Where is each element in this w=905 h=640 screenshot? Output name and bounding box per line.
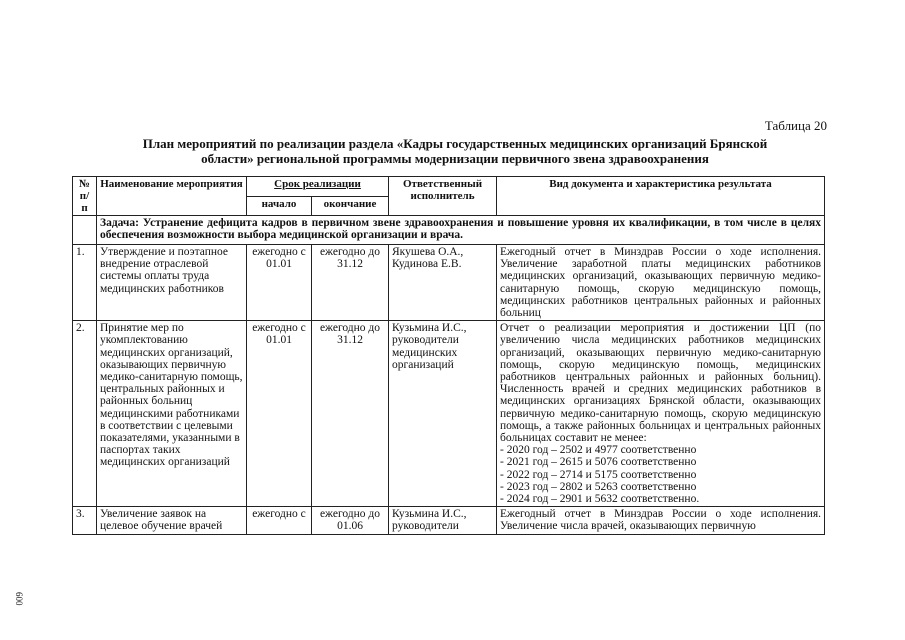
document-title bbox=[60, 136, 850, 166]
row-name: Утверждение и поэтапное внедрение отраслевой системы оплаты труда медицинских работников bbox=[97, 245, 247, 321]
row-responsible: Якушева О.А., Кудинова Е.В. bbox=[389, 245, 497, 321]
header-name: Наименование мероприятия bbox=[97, 177, 247, 216]
table-label: Таблица 20 bbox=[764, 118, 827, 133]
row-result-cell bbox=[497, 321, 825, 507]
row-start: ежегодно с bbox=[247, 507, 312, 534]
row-end: ежегодно до 31.12 bbox=[312, 321, 389, 507]
header-start: начало bbox=[247, 196, 312, 216]
row-num: 2. bbox=[73, 321, 97, 507]
row-responsible: Кузьмина И.С., руководители медицинских организаций bbox=[389, 321, 497, 507]
result-list-item: - 2022 год – 2714 и 5175 соответственно bbox=[500, 468, 697, 481]
header-end: окончание bbox=[312, 196, 389, 216]
row-start: ежегодно с 01.01 bbox=[247, 245, 312, 321]
table-row bbox=[73, 507, 825, 534]
task-row bbox=[73, 216, 825, 245]
title-line-1: План мероприятий по реализации раздела «Кадры государственных медицинских организаций Брянской bbox=[142, 136, 768, 151]
task-num-cell bbox=[73, 216, 97, 245]
title-line-2: области» региональной программы модернизации первичного звена здравоохранения bbox=[201, 151, 709, 166]
margin-page-number: 600 bbox=[14, 592, 24, 606]
row-result: Ежегодный отчет в Минздрав России о ходе исполнения. Увеличение заработной платы медицинских работников медицинских организаций, оказывающих первичную медико-санитарную помощь, скорую медицинскую помощь, медицинских работников центральных районных и районных больниц bbox=[497, 245, 825, 321]
row-num: 1. bbox=[73, 245, 97, 321]
header-result: Вид документа и характеристика результата bbox=[497, 177, 825, 216]
row-result: Отчет о реализации мероприятия и достижении ЦП (по увеличению числа медицинских работников медицинских организаций, оказывающих первичную медико-санитарную помощь, скорую медицинскую помощь, медицинских работников центральных районных и районных больниц). Численность врачей и средних медицинских работников в медицинских организациях Брянской области, оказывающих первичную медико-санитарную помощь, скорую медицинскую помощь, а также районных больницах и центральных районных больницах составит не менее: bbox=[500, 322, 822, 445]
plan-table bbox=[72, 176, 825, 535]
row-responsible: Кузьмина И.С., руководители bbox=[389, 507, 497, 534]
result-list-item: - 2024 год – 2901 и 5632 соответственно. bbox=[500, 493, 700, 506]
row-result bbox=[497, 507, 825, 534]
result-list-item: - 2023 год – 2802 и 5263 соответственно bbox=[500, 480, 697, 493]
row-name: Принятие мер по укомплектованию медицинских организаций, оказывающих первичную медико-санитарную помощь, центральных районных и районных больниц медицинскими работниками в соответствии с целевыми показателями, указанными в паспортах таких медицинских организаций bbox=[97, 321, 247, 507]
header-period: Срок реализации bbox=[247, 177, 389, 197]
header-responsible: Ответственный исполнитель bbox=[389, 177, 497, 216]
table-row bbox=[73, 245, 825, 321]
result-list-item: - 2020 год – 2502 и 4977 соответственно bbox=[500, 444, 697, 457]
result-list-item: - 2021 год – 2615 и 5076 соответственно bbox=[500, 456, 697, 469]
row-end: ежегодно до 31.12 bbox=[312, 245, 389, 321]
header-row-1 bbox=[73, 177, 825, 197]
row-end: ежегодно до 01.06 bbox=[312, 507, 389, 534]
table-row bbox=[73, 321, 825, 507]
row-start: ежегодно с 01.01 bbox=[247, 321, 312, 507]
row-num: 3. bbox=[73, 507, 97, 534]
row-name: Увеличение заявок на целевое обучение врачей bbox=[97, 507, 247, 534]
header-num: № п/ п bbox=[73, 177, 97, 216]
task-text: Задача: Устранение дефицита кадров в первичном звене здравоохранения и повышение уровня их квалификации, в том числе в целях обеспечения возможности выбора медицинской организации и врача. bbox=[97, 216, 825, 245]
row-result-text: Ежегодный отчет в Минздрав России о ходе исполнения. Увеличение числа врачей, оказывающих первичную bbox=[500, 508, 822, 533]
